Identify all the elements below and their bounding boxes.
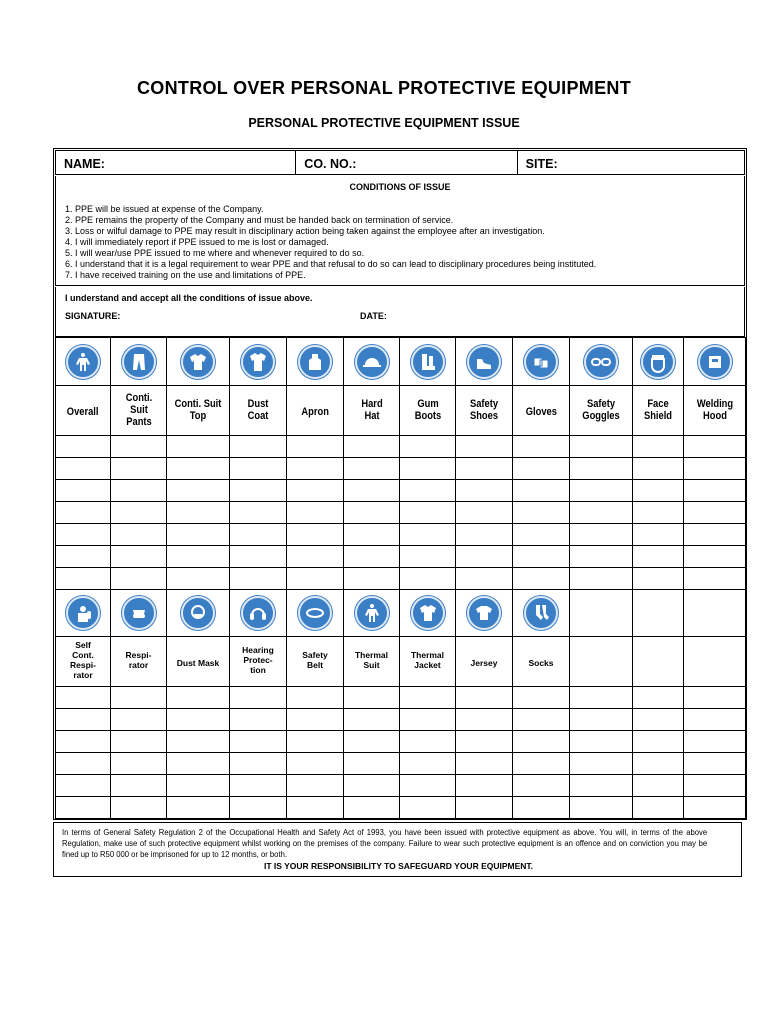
apron-icon [298, 345, 332, 379]
site-label: SITE: [525, 157, 558, 171]
ppe-issue-table-1 [55, 337, 746, 590]
hard-hat-icon [355, 345, 389, 379]
condition-item: 2. PPE remains the property of the Company and must be handed back on termination of service. [65, 215, 454, 225]
label-conti-suit-pants: Conti. Suit Pants [125, 391, 152, 428]
column-label [513, 637, 570, 687]
column-label [570, 386, 633, 436]
column-label [344, 386, 400, 436]
entry-row[interactable] [56, 753, 746, 775]
dust-mask-icon [181, 596, 215, 630]
icon-cell [456, 590, 513, 637]
icon-cell [344, 590, 400, 637]
icon-cell [287, 338, 344, 386]
label-safety-belt: Safety Belt [302, 650, 328, 670]
responsibility-statement: IT IS YOUR RESPONSIBILITY TO SAFEGUARD YOUR EQUIPMENT. [263, 861, 534, 871]
socks-icon [524, 596, 558, 630]
icon-cell [167, 590, 230, 637]
entry-row[interactable] [56, 546, 746, 568]
column-label [400, 637, 456, 687]
page-subtitle: PERSONAL PROTECTIVE EQUIPMENT ISSUE [248, 116, 520, 130]
label-row [56, 386, 746, 436]
icon-cell [230, 338, 287, 386]
icon-cell [344, 338, 400, 386]
icon-cell [684, 338, 746, 386]
condition-item: 4. I will immediately report if PPE issued to me is lost or damaged. [65, 237, 329, 247]
entry-row[interactable] [56, 458, 746, 480]
entry-row[interactable] [56, 687, 746, 709]
label-safety-shoes: Safety Shoes [469, 397, 499, 422]
signature-field[interactable]: SIGNATURE: [65, 311, 121, 321]
column-label [287, 637, 344, 687]
header-fields-row [55, 150, 745, 175]
column-label [167, 386, 230, 436]
acceptance-statement: I understand and accept all the conditions of issue above. [65, 293, 313, 303]
column-label [513, 386, 570, 436]
entry-row[interactable] [56, 436, 746, 458]
label-dust-mask: Dust Mask [176, 657, 220, 668]
safety-belt-icon [298, 596, 332, 630]
respirator-icon [122, 596, 156, 630]
overall-icon [66, 345, 100, 379]
column-label [111, 637, 167, 687]
face-shield-icon [641, 345, 675, 379]
label-self-cont-respirator: Self Cont. Respi- rator [70, 640, 96, 680]
icon-row [56, 590, 746, 637]
page-title: CONTROL OVER PERSONAL PROTECTIVE EQUIPMENT [137, 78, 631, 98]
column-label [400, 386, 456, 436]
name-label: NAME: [64, 157, 105, 171]
label-gum-boots: Gum Boots [414, 397, 441, 422]
name-field[interactable] [56, 151, 296, 174]
condition-item: 1. PPE will be issued at expense of the Company. [65, 204, 264, 214]
label-socks: Socks [528, 657, 554, 668]
entry-row[interactable] [56, 775, 746, 797]
coat-icon [241, 345, 275, 379]
entry-row[interactable] [56, 797, 746, 819]
company-number-field[interactable] [296, 151, 517, 174]
legal-notice [53, 822, 742, 877]
icon-cell [111, 338, 167, 386]
label-apron: Apron [301, 405, 329, 418]
icon-cell [400, 590, 456, 637]
column-label [456, 386, 513, 436]
icon-cell [230, 590, 287, 637]
icon-cell [56, 590, 111, 637]
column-label [230, 637, 287, 687]
goggles-icon [584, 345, 618, 379]
legal-notice-text: In terms of General Safety Regulation 2 of the Occupational Health and Safety Act of 1993, you have been issued with protective equipment as above. You will, in terms of the above Regulation, make use of such protective equipment whilst working on the premises of the company. Failure to wear such protective equipment is an offence and on conviction you may be fined up to R50 000 or be imprisoned for up to 12 months, or both. [62, 828, 708, 859]
label-face-shield: Face Shield [643, 397, 673, 422]
entry-row[interactable] [56, 524, 746, 546]
icon-cell [167, 338, 230, 386]
label-conti-suit-top: Conti. Suit Top [174, 397, 222, 422]
label-overall: Overall [67, 405, 99, 418]
ppe-issue-table-2 [55, 589, 746, 819]
date-field[interactable]: DATE: [360, 311, 387, 321]
column-label [167, 637, 230, 687]
label-hearing-protection: Hearing Protec- tion [242, 645, 274, 675]
condition-item: 6. I understand that it is a legal requirement to wear PPE and that refusal to do so can lead to disciplinary procedures being instituted. [65, 259, 597, 269]
label-respirator: Respi- rator [125, 650, 152, 670]
icon-cell [513, 338, 570, 386]
entry-row[interactable] [56, 480, 746, 502]
condition-item: 7. I have received training on the use and limitations of PPE. [65, 270, 306, 280]
label-gloves: Gloves [525, 405, 557, 418]
entry-row[interactable] [56, 731, 746, 753]
column-label [684, 386, 746, 436]
conditions-list [65, 204, 596, 281]
icon-cell [287, 590, 344, 637]
thermal-jacket-icon [411, 596, 445, 630]
label-dust-coat: Dust Coat [247, 397, 269, 422]
shoe-icon [467, 345, 501, 379]
boots-icon [411, 345, 445, 379]
jacket-icon [181, 345, 215, 379]
label-row [56, 637, 746, 687]
condition-item: 3. Loss or wilful damage to PPE may result in disciplinary action being taken against the employee after an investigation. [65, 226, 545, 236]
label-hard-hat: Hard Hat [360, 397, 383, 422]
icon-cell [400, 338, 456, 386]
conditions-section [55, 176, 745, 286]
label-thermal-suit: Thermal Suit [354, 650, 389, 670]
ear-protection-icon [241, 596, 275, 630]
icon-cell [513, 590, 570, 637]
entry-row[interactable] [56, 502, 746, 524]
column-label [456, 637, 513, 687]
conditions-heading: CONDITIONS OF ISSUE [349, 182, 451, 192]
column-label [56, 637, 111, 687]
column-label [633, 386, 684, 436]
column-label [230, 386, 287, 436]
acceptance-section [55, 287, 745, 337]
label-jersey: Jersey [470, 657, 498, 668]
label-safety-goggles: Safety Goggles [582, 397, 620, 422]
icon-cell [633, 338, 684, 386]
label-welding-hood: Welding Hood [696, 397, 733, 422]
welding-hood-icon [698, 345, 732, 379]
gloves-icon [524, 345, 558, 379]
column-label [111, 386, 167, 436]
label-thermal-jacket: Thermal Jacket [410, 650, 445, 670]
jersey-icon [467, 596, 501, 630]
icon-cell [111, 590, 167, 637]
icon-cell [456, 338, 513, 386]
condition-item: 5. I will wear/use PPE issued to me where and whenever required to do so. [65, 248, 365, 258]
pants-icon [122, 345, 156, 379]
site-field[interactable] [518, 151, 744, 174]
column-label [56, 386, 111, 436]
breathing-apparatus-icon [66, 596, 100, 630]
column-label [287, 386, 344, 436]
entry-row[interactable] [56, 709, 746, 731]
column-label [344, 637, 400, 687]
icon-cell [56, 338, 111, 386]
icon-cell [570, 338, 633, 386]
icon-row [56, 338, 746, 386]
company-number-label: CO. NO.: [304, 157, 357, 171]
entry-row[interactable] [56, 568, 746, 590]
thermal-suit-icon [355, 596, 389, 630]
